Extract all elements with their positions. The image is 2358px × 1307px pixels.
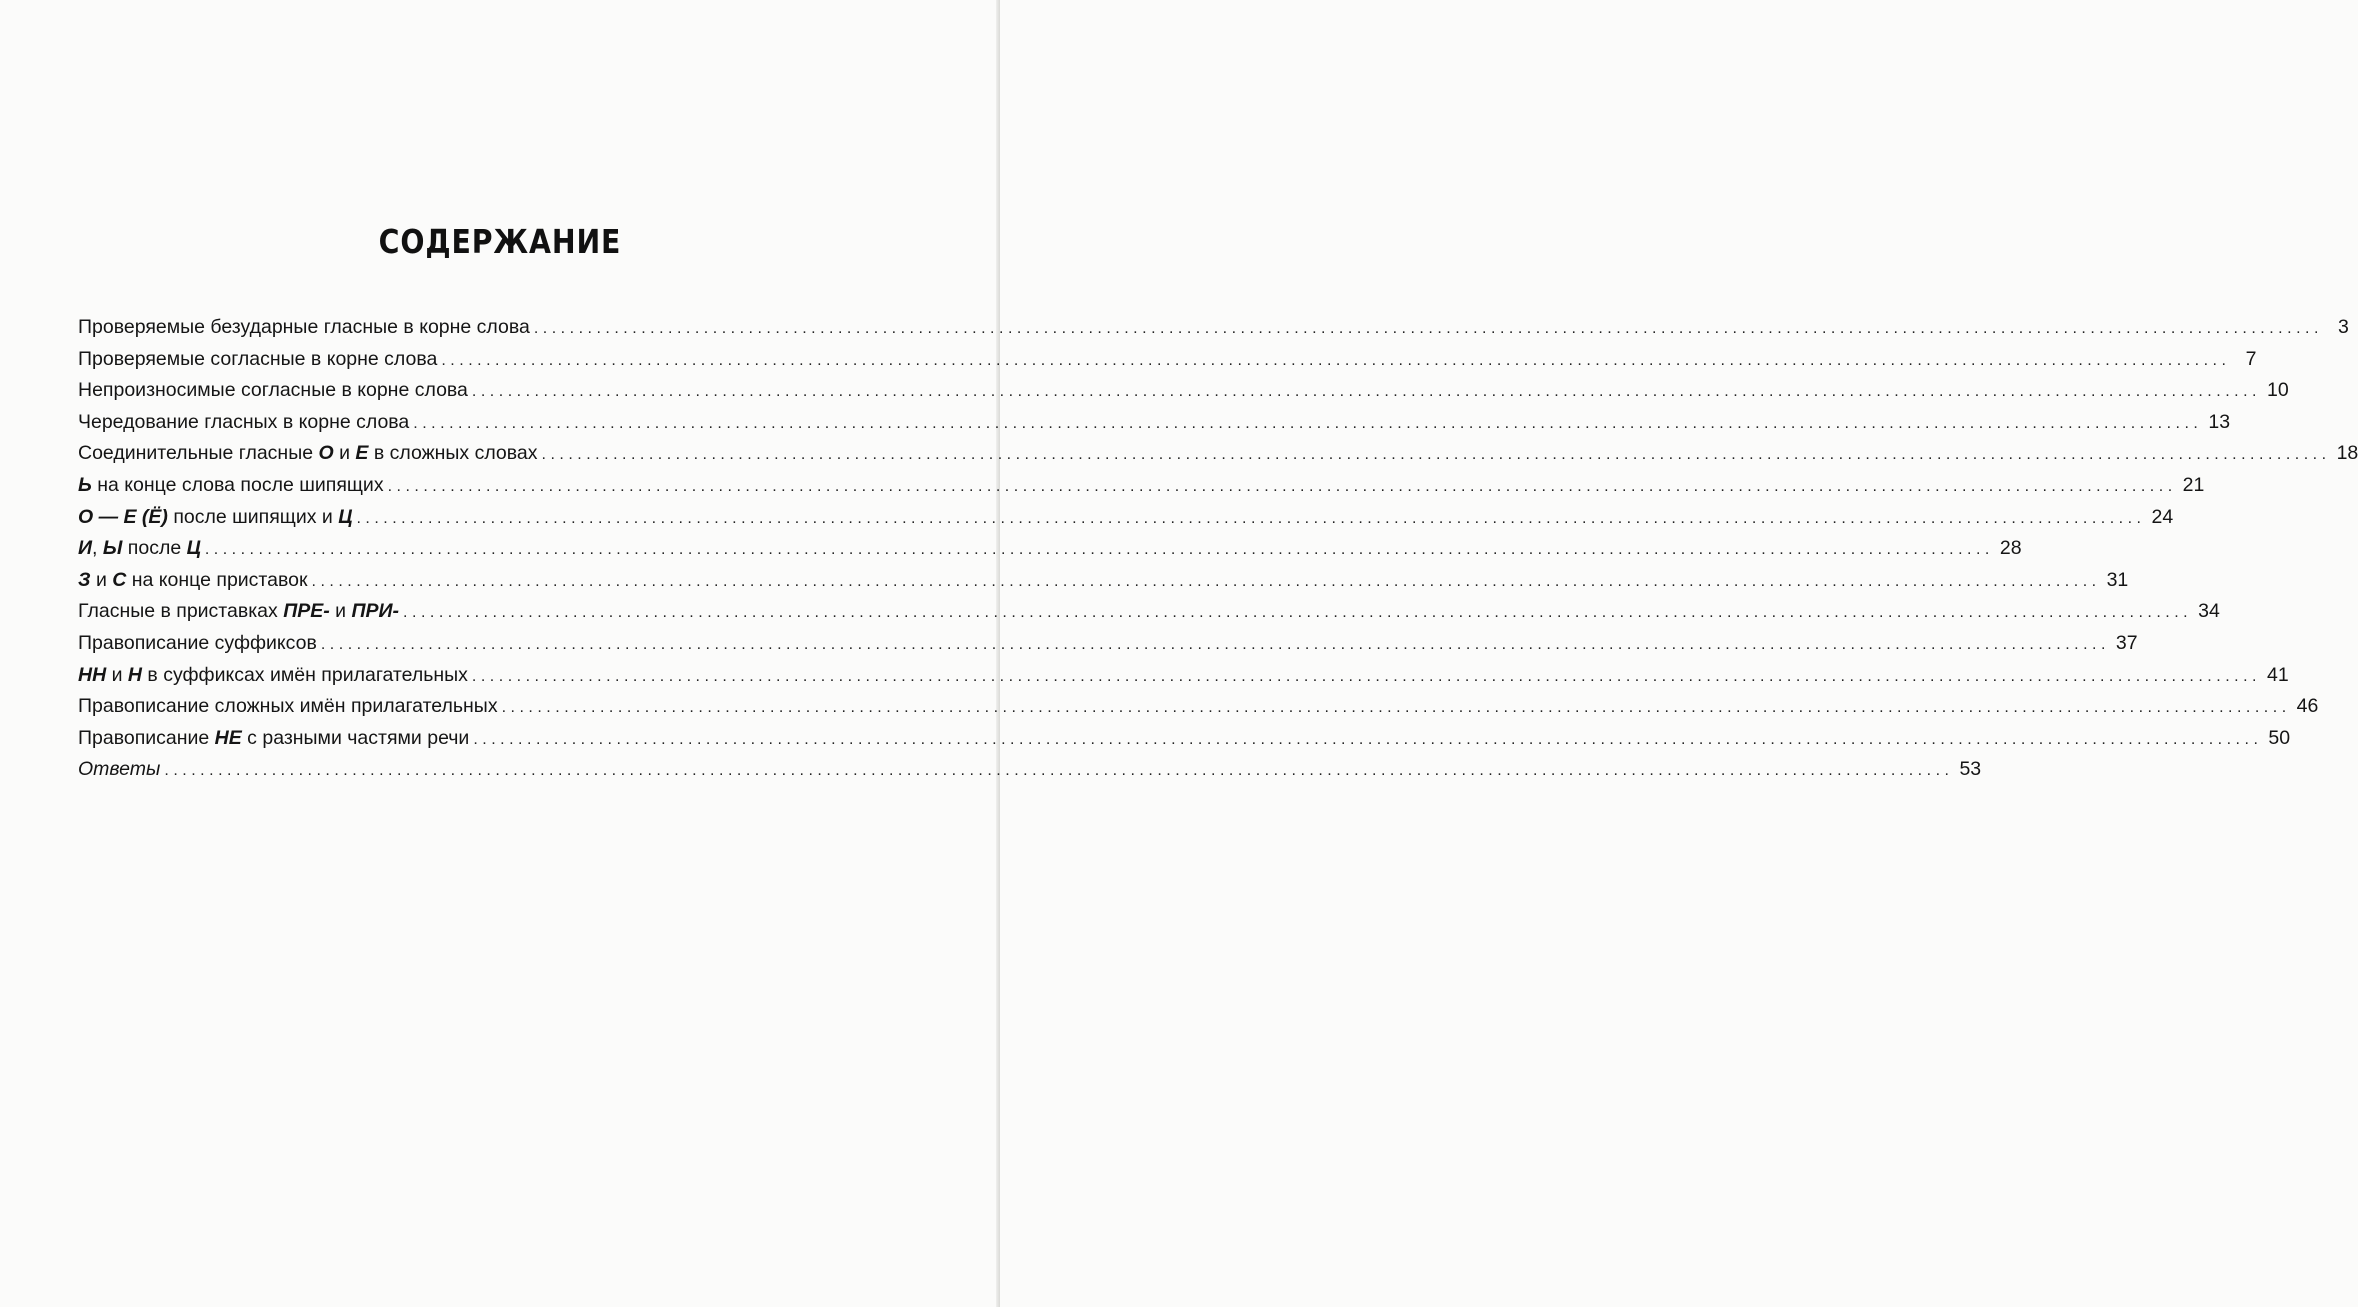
- toc-entry-emphasis: НН: [78, 663, 107, 686]
- toc-entry-text: после шипящих и: [167, 505, 339, 528]
- toc-entry-text: Проверяемые согласные в корне слова: [78, 347, 438, 370]
- toc-page-number: 34: [2198, 600, 2220, 623]
- toc-entry-text: Правописание суффиксов: [78, 631, 317, 654]
- toc-page-number: 13: [2208, 410, 2231, 433]
- toc-entry: [78, 438, 2358, 470]
- toc-entry-text: Правописание сложных имён прилагательных: [78, 695, 498, 718]
- toc-leader-dots: ........................................................................................................................................................................................................: [473, 730, 2263, 748]
- toc-entry-title: [78, 596, 399, 628]
- toc-entry-text: и: [90, 568, 113, 591]
- toc-entry: [78, 375, 2289, 407]
- toc-entry-title: [78, 470, 384, 502]
- toc-page-number: 41: [2266, 663, 2289, 686]
- toc-entry: [78, 660, 2289, 692]
- toc-entry-title: [78, 407, 409, 439]
- toc-entry-emphasis: Н: [127, 663, 142, 686]
- toc-entry-text: Правописание: [78, 726, 215, 749]
- toc-entry: [78, 312, 2349, 344]
- toc-page-number: 31: [2106, 568, 2129, 591]
- toc-entry-title: [78, 754, 160, 786]
- toc-leader-dots: ........................................................................................................................................................................................................: [204, 541, 1994, 559]
- toc-entry-text: с разными частями речи: [241, 726, 470, 749]
- toc-entry-emphasis: Е: [355, 442, 369, 465]
- toc-entry-text: Ответы: [78, 758, 161, 781]
- toc-page-number: 37: [2115, 631, 2138, 654]
- toc-entry-text: Непроизносимые согласные в корне слова: [78, 379, 468, 402]
- toc-leader-dots: ........................................................................................................................................................................................................: [533, 320, 2323, 337]
- toc-entry: [78, 596, 2220, 628]
- toc-page-number: 46: [2296, 695, 2319, 718]
- toc-entry-title: [78, 723, 469, 755]
- toc-entry-emphasis: И: [78, 537, 93, 560]
- toc-leader-dots: ........................................................................................................................................................................................................: [403, 604, 2193, 622]
- toc-entry-title: [78, 565, 308, 597]
- toc-page-number: 10: [2266, 379, 2289, 402]
- toc-entry-title: [78, 312, 530, 344]
- toc-entry-text: и: [106, 663, 128, 686]
- toc-entry-emphasis: О — Е (Ё): [78, 505, 168, 528]
- toc-entry-title: [78, 628, 317, 660]
- toc-entry-emphasis: З: [78, 568, 91, 591]
- page-title: СОДЕРЖАНИЕ: [378, 222, 622, 261]
- toc-entry-emphasis: ПРЕ-: [283, 600, 330, 623]
- toc-entry-text: Соединительные гласные: [78, 442, 319, 465]
- toc-entry-text: после: [122, 537, 187, 560]
- toc-entry-title: [78, 533, 201, 565]
- toc-leader-dots: ........................................................................................................................................................................................................: [501, 699, 2291, 717]
- toc-page-number: 21: [2182, 473, 2205, 496]
- toc-entry: [78, 344, 2257, 376]
- toc-page-number: 24: [2151, 505, 2174, 528]
- toc-entry: [78, 533, 2022, 565]
- toc-entry: [78, 754, 1982, 786]
- toc-entry-emphasis: Ь: [78, 473, 92, 496]
- toc-entry-title: [78, 438, 538, 470]
- toc-entry-emphasis: Ы: [102, 537, 123, 560]
- toc-entry-emphasis: Ц: [338, 505, 353, 528]
- toc-leader-dots: ........................................................................................................................................................................................................: [356, 509, 2146, 527]
- toc-entry-title: [78, 344, 437, 376]
- toc-entry-emphasis: О: [318, 442, 334, 465]
- toc-leader-dots: ........................................................................................................................................................................................................: [441, 351, 2231, 369]
- toc-entry-text: Гласные в приставках: [78, 600, 284, 623]
- toc-leader-dots: ........................................................................................................................................................................................................: [413, 414, 2203, 432]
- toc-entry-text: Проверяемые безударные гласные в корне слова: [78, 316, 530, 338]
- toc-page-number: 28: [1999, 537, 2022, 560]
- toc-entry: [78, 691, 2319, 723]
- toc-entry-text: и: [329, 600, 352, 623]
- toc-entry: [78, 565, 2129, 597]
- toc-entry: [78, 723, 2291, 755]
- toc-entry: [78, 628, 2138, 660]
- toc-entry-emphasis: ПРИ-: [351, 600, 400, 623]
- toc-entry-text: на конце приставок: [126, 568, 308, 591]
- toc-entry: [78, 470, 2205, 502]
- toc-leader-dots: ........................................................................................................................................................................................................: [471, 383, 2261, 401]
- toc-entry-text: Чередование гласных в корне слова: [78, 410, 410, 433]
- toc-entry-text: ,: [92, 537, 103, 560]
- toc-entry-text: и: [333, 442, 356, 465]
- toc-page-number: 3: [2338, 316, 2349, 338]
- toc-entry-emphasis: Ц: [186, 537, 201, 560]
- toc-entry-emphasis: С: [112, 568, 127, 591]
- toc-entry-text: в сложных словах: [368, 442, 538, 465]
- toc-entry-title: [78, 502, 352, 534]
- toc-entry: [78, 502, 2174, 534]
- toc-leader-dots: ........................................................................................................................................................................................................: [311, 572, 2101, 590]
- toc-entry-emphasis: НЕ: [214, 726, 242, 749]
- toc-page-number: 50: [2268, 726, 2291, 749]
- toc-leader-dots: ........................................................................................................................................................................................................: [387, 477, 2177, 495]
- toc-leader-dots: ........................................................................................................................................................................................................: [320, 635, 2110, 653]
- table-of-contents: [78, 312, 2358, 786]
- toc-page-number: 7: [2245, 347, 2257, 370]
- toc-leader-dots: ........................................................................................................................................................................................................: [541, 446, 2331, 464]
- toc-page-number: 53: [1959, 758, 1982, 781]
- toc-entry-text: в суффиксах имён прилагательных: [142, 663, 468, 686]
- toc-entry-title: [78, 375, 468, 407]
- toc-entry: [78, 407, 2231, 439]
- toc-entry-text: на конце слова после шипящих: [91, 473, 384, 496]
- toc-entry-title: [78, 660, 468, 692]
- toc-page-number: 18: [2336, 442, 2358, 465]
- toc-leader-dots: ........................................................................................................................................................................................................: [471, 667, 2261, 685]
- toc-leader-dots: ........................................................................................................................................................................................................: [164, 762, 1954, 780]
- toc-entry-title: [78, 691, 498, 723]
